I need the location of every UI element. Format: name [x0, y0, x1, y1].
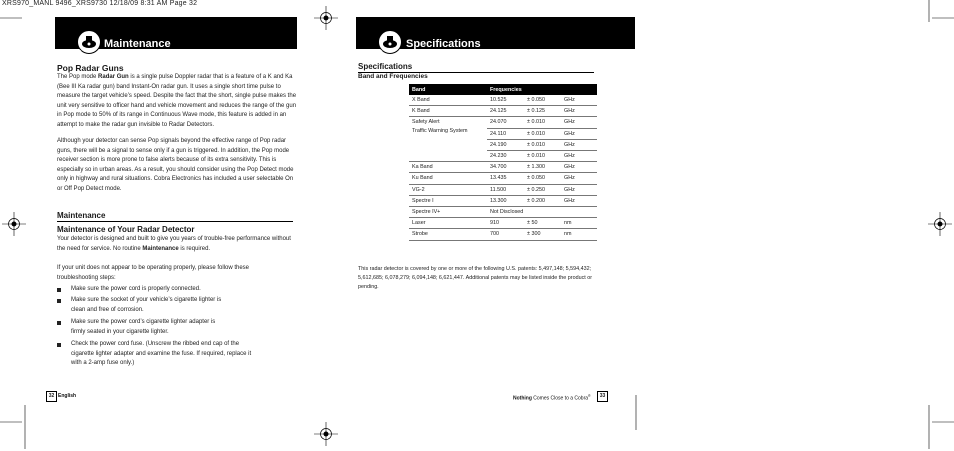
table-cell: 24.190 [487, 139, 524, 150]
table-cell: 34.700 [487, 162, 524, 173]
table-cell: GHz [561, 128, 597, 139]
table-cell: GHz [561, 173, 597, 184]
table-cell: K Band [409, 106, 487, 117]
table-cell: nm [561, 229, 597, 240]
header-subtitle: Your Detector [57, 48, 82, 53]
table-cell: 700 [487, 229, 524, 240]
pop-radar-paragraph-2: Although your detector can sense Pop signals beyond the effective range of Pop radar guns, there will be a signal to sense only if a gun is triggered. In addition, the Pop mode receiver section is more prone to false alerts because of its extra sensitivity. This is especially so in urban areas. As a result, you should consider using the Pop Detect mode only in highway and rural situations. Cobra Electronics has included a user selectable On or Off Pop Detect mode. [57, 138, 294, 192]
table-cell: ± 0.010 [524, 117, 561, 128]
section-rule [57, 221, 293, 222]
table-cell: ± 300 [524, 229, 561, 240]
table-cell: 24.110 [487, 128, 524, 139]
column-header [561, 84, 597, 95]
table-row [409, 229, 597, 240]
list-item: Make sure the socket of your vehicle’s cigarette lighter is clean and free of corrosion. [57, 296, 297, 316]
table-cell: ± 0.010 [524, 151, 561, 162]
table-cell: Not Disclosed [487, 207, 524, 218]
table-row [409, 151, 597, 162]
list-item: Make sure the power cord is properly connected. [57, 285, 297, 295]
table-row [409, 139, 597, 150]
table-row [409, 195, 597, 206]
table-cell: GHz [561, 151, 597, 162]
table-cell: 910 [487, 218, 524, 229]
bullet-square-icon [57, 343, 61, 347]
table-cell [409, 139, 487, 150]
table-row [409, 173, 597, 184]
table-cell: Strobe [409, 229, 487, 240]
band-frequencies-subheading: Band and Frequencies [358, 73, 428, 80]
table-cell: 24.230 [487, 151, 524, 162]
maintenance-paragraph-1: Your detector is designed and built to give you years of trouble-free performance without the need for service. No routine Maintenance is required. [57, 236, 291, 252]
table-cell: Traffic Warning System [412, 128, 468, 135]
table-row [409, 106, 597, 117]
table-row [409, 207, 597, 218]
table-cell [524, 207, 561, 218]
page-number: 32 [46, 391, 57, 402]
table-cell: GHz [561, 139, 597, 150]
table-cell: 11.500 [487, 184, 524, 195]
list-item: Make sure the power cord’s cigarette lighter adapter is firmly seated in your cigarette lighter. [57, 318, 297, 338]
table-row [409, 218, 597, 229]
table-cell: 10.525 [487, 95, 524, 106]
footer-tagline: Nothing Comes Close to a Cobra® [513, 394, 591, 402]
table-row [409, 95, 597, 106]
maintenance-paragraph-2: If your unit does not appear to be operating properly, please follow these troubleshooting steps: [57, 265, 250, 281]
bullet-square-icon [57, 299, 61, 303]
table-cell: GHz [561, 184, 597, 195]
table-cell: Laser [409, 218, 487, 229]
table-row [409, 128, 597, 139]
header-subtitle: Your Detector [358, 48, 383, 53]
section-heading: Maintenance [57, 211, 106, 220]
table-row [409, 117, 597, 128]
table-cell: 13.300 [487, 195, 524, 206]
table-cell: Ka Band [409, 162, 487, 173]
table-cell: GHz [561, 117, 597, 128]
column-header: Band [409, 84, 487, 95]
table-cell: Spectre I [409, 195, 487, 206]
table-cell: X Band [409, 95, 487, 106]
list-item: Check the power cord fuse. (Unscrew the ribbed end cap of the cigarette lighter adapter and examine the fuse. If required, replace it with a 2-amp fuse only.) [57, 340, 297, 370]
table-cell [409, 151, 487, 162]
table-cell: ± 0.010 [524, 128, 561, 139]
table-cell: Ku Band [409, 173, 487, 184]
pop-radar-heading: Pop Radar Guns [57, 63, 124, 73]
table-cell: GHz [561, 95, 597, 106]
table-row [409, 162, 597, 173]
table-cell [561, 207, 597, 218]
table-cell: ± 0.050 [524, 95, 561, 106]
footer-language: English [58, 393, 77, 399]
frequency-table [409, 84, 597, 241]
section-heading: Specifications [358, 62, 413, 71]
table-cell: 24.070 [487, 117, 524, 128]
pop-radar-paragraph-1: The Pop mode Radar Gun is a single pulse Doppler radar that is a feature of a K and Ka (Bee III Ka radar gun) band Instant-On radar gun. It uses a single short time pulse to measure the target vehicle’s speed. Despite the fact that the short, single pulse makes the unit very sensitive to officer hand and vehicle movement and reduces the range of the gun in Pop mode to 50% of its range in Continuous Wave mode, this feature is added in an attempt to make the radar gun invisible to Radar Detectors. [57, 74, 297, 128]
table-cell: ± 0.010 [524, 139, 561, 150]
page-title: Specifications [406, 38, 481, 50]
table-cell: ± 50 [524, 218, 561, 229]
page-number: 33 [597, 391, 608, 402]
table-row [409, 184, 597, 195]
print-slug-line: XRS970_MANL 9496_XRS9730 12/18/09 8:31 AM Page 32 [2, 0, 198, 7]
table-cell: Spectre IV+ [409, 207, 487, 218]
table-cell: 13.435 [487, 173, 524, 184]
table-cell: ± 1.300 [524, 162, 561, 173]
table-cell: ± 0.200 [524, 195, 561, 206]
table-cell: GHz [561, 106, 597, 117]
table-cell: nm [561, 218, 597, 229]
table-cell: ± 0.125 [524, 106, 561, 117]
table-header-row [409, 84, 597, 95]
column-header [524, 84, 561, 95]
table-cell: ± 0.050 [524, 173, 561, 184]
maintenance-subheading: Maintenance of Your Radar Detector [57, 225, 195, 234]
table-cell: ± 0.250 [524, 184, 561, 195]
table-cell: Safety Alert [412, 119, 440, 126]
bullet-square-icon [57, 321, 61, 325]
table-cell: GHz [561, 162, 597, 173]
table-cell: 24.125 [487, 106, 524, 117]
table-cell: VG-2 [409, 184, 487, 195]
patents-note: This radar detector is covered by one or more of the following U.S. patents: 5,497,148; 5,594,432; 5,612,685; 6,078,279; 6,094,148; 6,621,447. Additional patents may be listed inside the product or pending. [358, 266, 593, 290]
column-header: Frequencies [487, 84, 524, 95]
bullet-square-icon [57, 288, 61, 292]
table-cell: GHz [561, 195, 597, 206]
page-title: Maintenance [104, 38, 171, 50]
